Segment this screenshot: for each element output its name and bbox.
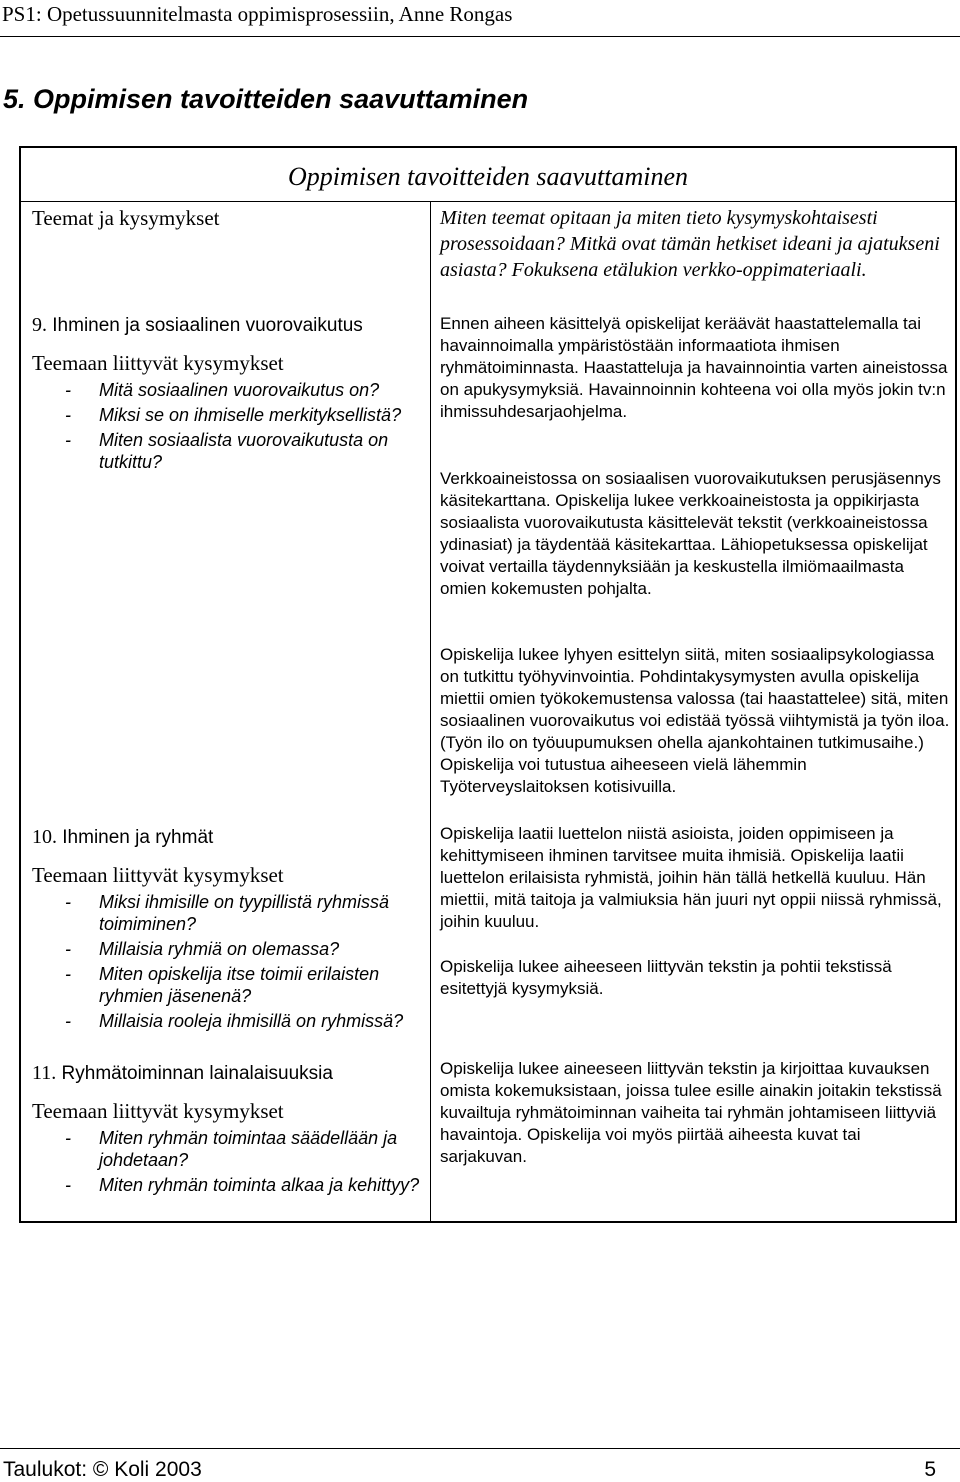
topic-10 [32, 826, 427, 1035]
question-item: - Miten ryhmän toimintaa säädellään ja johdetaan? [65, 1128, 398, 1170]
page-number: 5 [924, 1458, 936, 1481]
question-item: - Miten opiskelija itse toimii erilaisten ryhmien jäsenenä? [65, 964, 380, 1006]
question-item: - Miksi ihmisille on tyypillistä ryhmissä toimiminen? [65, 892, 390, 934]
questions-label: Teemaan liittyvät kysymykset [32, 351, 284, 375]
questions-label: Teemaan liittyvät kysymykset [32, 1099, 284, 1123]
question-item: - Miten sosiaalista vuorovaikutusta on tutkittu? [65, 430, 389, 472]
footer-rule [0, 1448, 960, 1449]
topic-title: 9. Ihminen ja sosiaalinen vuorovaikutus [32, 314, 363, 336]
question-item: - Mitä sosiaalinen vuorovaikutus on? [65, 380, 380, 400]
topic-title: 10. Ihminen ja ryhmät [32, 826, 214, 848]
question-item: - Millaisia ryhmiä on olemassa? [65, 939, 340, 959]
question-item: - Millaisia rooleja ihmisillä on ryhmissä? [65, 1011, 404, 1031]
topic-9 [32, 314, 427, 476]
left-column-header: Teemat ja kysymykset [32, 206, 220, 230]
footer-text: Taulukot: © Koli 2003 [3, 1458, 202, 1481]
question-item: - Miten ryhmän toiminta alkaa ja kehittyy? [65, 1175, 420, 1195]
question-list [32, 1127, 427, 1196]
paragraph-6: Opiskelija lukee aineeseen liittyvän tekstin ja kirjoittaa kuvauksen omista kokemuksistaan, joissa tulee esille ainakin joitakin tekstissä kuvailtuja ryhmätoiminnan vaiheita tai ryhmän johtamiseen liittyviä havaintoja. Opiskelija voi myös piirtää aiheesta kuvat tai sarjakuvan. [440, 1059, 942, 1166]
content-table [19, 146, 957, 1223]
topic-11 [32, 1062, 427, 1199]
question-list [32, 891, 427, 1032]
page-header: PS1: Opetussuunnitelmasta oppimisprosessiin, Anne Rongas [2, 2, 513, 26]
table-title-rule [21, 201, 955, 202]
paragraph-2: Verkkoaineistossa on sosiaalisen vuorovaikutuksen perusjäsennys käsitekarttana. Opiskelija lukee verkkoaineistosta ja oppikirjasta sosiaalista vuorovaikutusta käsittelevät tekstit (verkkoaineistossa ydinasiat) ja täydentää käsitekarttaa. Lähiopetuksessa opiskelijat voivat vertailla täydennyksiään ja keskustella ilmiömaailmasta omien kokemusten pohjalta. [440, 469, 941, 598]
question-item: - Miksi se on ihmiselle merkityksellistä? [65, 405, 402, 425]
table-title: Oppimisen tavoitteiden saavuttaminen [287, 162, 689, 191]
right-column-header: Miten teemat opitaan ja miten tieto kysymyskohtaisesti prosessoidaan? Mitkä ovat tämän hetkiset ideani ja ajatukseni asiasta? Fokuksena etälukion verkko-oppimateriaali. [440, 207, 940, 281]
paragraph-4: Opiskelija laatii luettelon niistä asioista, joiden oppimiseen ja kehittymiseen ihminen tarvitsee muita ihmisiä. Opiskelija laatii luettelon erilaisista ryhmistä, joihin hän tällä hetkellä kuuluu. Hän miettii, mitä taitoja ja valmiuksia hän juuri nyt oppii niissä ryhmissä, joihin kuuluu. [440, 824, 942, 931]
paragraph-1: Ennen aiheen käsittelyä opiskelijat keräävät haastattelemalla tai havainnoimalla ympäristöstään informaatiota ihmisen ryhmätoiminnasta. Haastatteluja ja havainnointia varten aineistossa on apukysymyksiä. Havainnoinnin kohteena voi olla myös jokin tv:n ihmissuhdesarjaohjelma. [440, 314, 948, 421]
question-list [32, 379, 427, 473]
header-rule [0, 36, 960, 37]
paragraph-5: Opiskelija lukee aiheeseen liittyvän tekstin ja pohtii tekstissä esitettyjä kysymyksiä. [440, 957, 892, 998]
paragraph-3: Opiskelija lukee lyhyen esittelyn siitä, miten sosiaalipsykologiassa on tutkittu työhyvinvointia. Pohdintakysymysten avulla opiskelija miettii omien työkokemustensa valossa (tai haastattelee) sitä, miten sosiaalinen vuorovaikutus voi edistää työssä viihtymistä ja työn iloa. (Työn ilo on työuupumuksen ohella ajankohtainen tutkimusaihe.) Opiskelija voi tutustua aiheeseen vielä lähemmin Työterveyslaitoksen kotisivuilla. [440, 645, 950, 796]
topic-title: 11. Ryhmätoiminnan lainalaisuuksia [32, 1062, 333, 1084]
questions-label: Teemaan liittyvät kysymykset [32, 863, 284, 887]
section-title: 5. Oppimisen tavoitteiden saavuttaminen [3, 84, 529, 114]
column-divider [430, 201, 431, 1221]
